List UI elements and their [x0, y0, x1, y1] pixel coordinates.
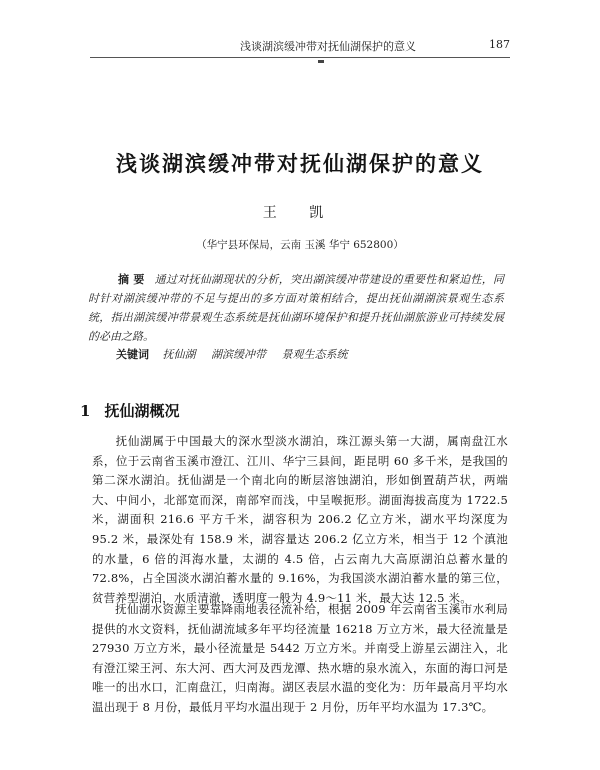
page-number: 187 [489, 38, 510, 51]
section-number: 1 [80, 402, 91, 420]
paragraph [92, 432, 508, 608]
keyword: 景观生态系统 [281, 348, 348, 361]
section-title: 抚仙湖概况 [104, 402, 180, 420]
article-title: 浅谈湖滨缓冲带对抚仙湖保护的意义 [116, 151, 484, 176]
keywords-label: 关键词 [116, 348, 149, 361]
affiliation: （华宁县环保局，云南 玉溪 华宁 652800） [196, 239, 404, 251]
running-title: 浅谈湖滨缓冲带对抚仙湖保护的意义 [240, 40, 416, 53]
header-rule [90, 57, 510, 58]
header-mark [318, 60, 324, 63]
keyword: 湖滨缓冲带 [211, 348, 266, 361]
paragraph [92, 600, 508, 718]
abstract-label: 摘 要 [118, 273, 145, 286]
section-heading [80, 400, 179, 421]
author: 王 凯 [262, 205, 338, 221]
keywords [88, 346, 504, 362]
paragraph-text: 抚仙湖水资源主要靠降雨地表径流补给，根据 2009 年云南省玉溪市水利局提供的水文资料，抚仙湖流域多年平均径流量 16218 万立方米，最大径流量是 27930 万立方米，最小径流量是 5442 万立方米。并南受上游星云湖注入，北有澄江梁王河、东大河、西大河及西龙潭、热水塘的泉水流入，东面的海口河是唯一的出水口，汇南盘江，归南海。湖区表层水温的变化为：历年最高月平均水温出现于 8 月份，最低月平均水温出现于 2 月份，历年平均水温为 17.3℃。 [92, 602, 508, 714]
paragraph-text: 抚仙湖属于中国最大的深水型淡水湖泊，珠江源头第一大湖，属南盘江水系，位于云南省玉溪市澄江、江川、华宁三县间，距昆明 60 多千米，是我国的第二深水湖泊。抚仙湖是一个南北向的断层溶蚀湖泊，形如倒置葫芦状，两端大、中间小，北部宽而深，南部窄而浅，中呈喉扼形。湖面海拔高度为 1722.5 米，湖面积 216.6 平方千米，湖容积为 206.2 亿立方米，湖水平均深度为 95.2 米，最深处有 158.9 米，湖容量达 206.2 亿立方米，相当于 12 个滇池的水量，6 倍的洱海水量，太湖的 4.5 倍，占云南九大高原湖泊总蓄水量的 72.8%，占全国淡水湖泊蓄水量的 9.16%，为我国淡水湖泊蓄水量的第三位，贫营养型湖泊，水质清澈，透明度一般为 4.9～11 米，最大达 12.5 米。 [92, 434, 508, 605]
running-header [90, 38, 510, 58]
abstract [88, 270, 504, 346]
keyword: 抚仙湖 [162, 348, 196, 361]
abstract-text: 通过对抚仙湖现状的分析，突出湖滨缓冲带建设的重要性和紧迫性，同时针对湖滨缓冲带的不足与提出的多方面对策相结合，提出抚仙湖湖滨景观生态系统，指出湖滨缓冲带景观生态系统是抚仙湖环境保护和提升抚仙湖旅游业可持续发展的必由之路。 [88, 273, 504, 343]
